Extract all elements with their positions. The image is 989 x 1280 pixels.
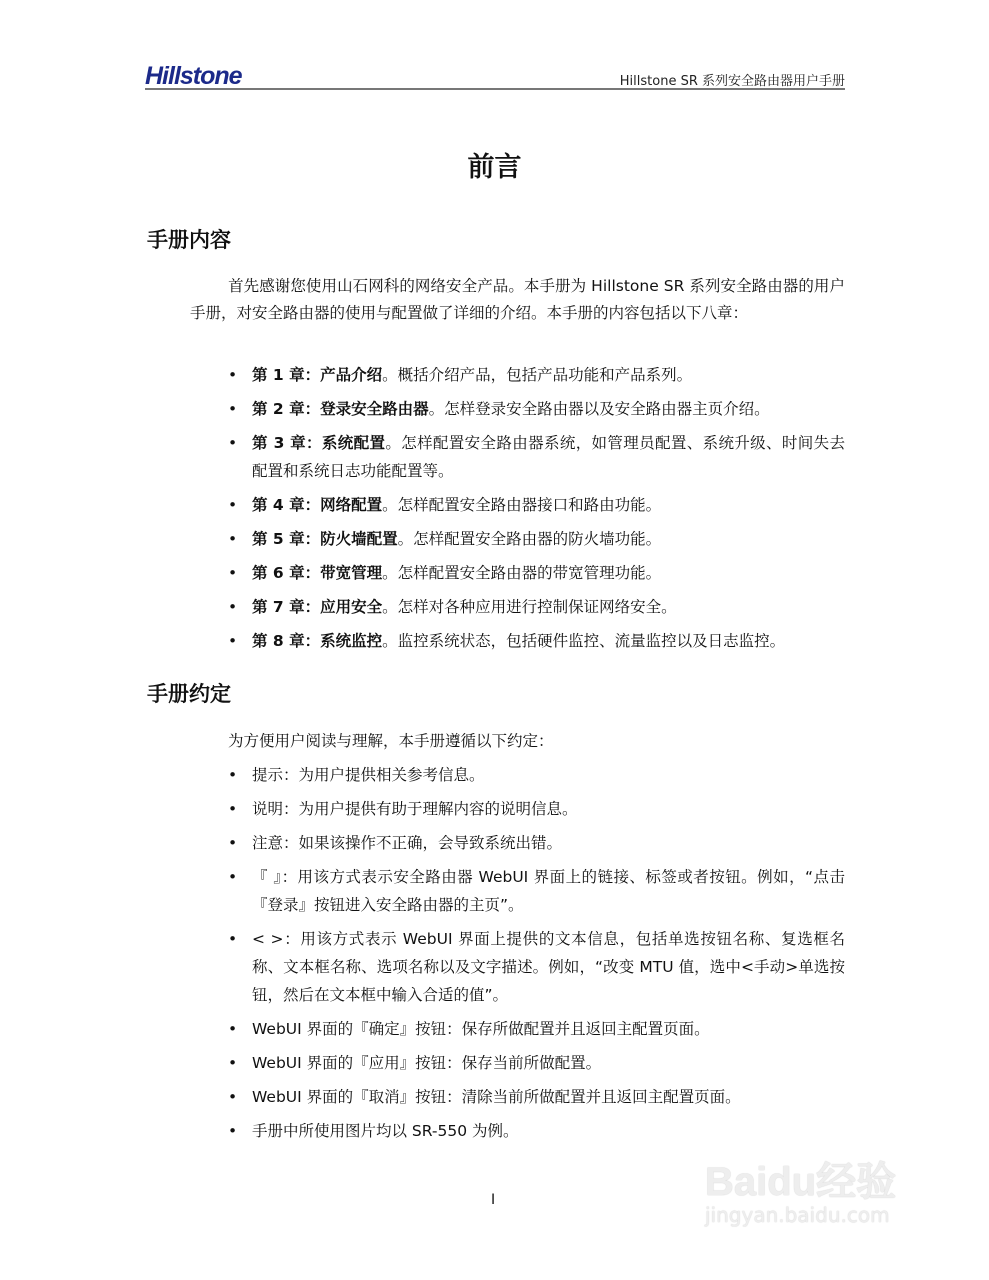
header-title: Hillstone SR 系列安全路由器用户手册 <box>619 74 845 89</box>
convention-item: • WebUI 界面的『取消』按钮：清除当前所做配置并且返回主配置页面。 <box>228 1083 845 1111</box>
chapter-name: 第 1 章：产品介绍 <box>252 366 383 384</box>
page-title: 前言 <box>467 152 522 183</box>
contents-intro <box>190 273 845 327</box>
convention-item: • WebUI 界面的『应用』按钮：保存当前所做配置。 <box>228 1049 845 1077</box>
baidu-watermark: Baidu经验 jingyan.baidu.com <box>705 1160 897 1227</box>
chapter-description: 。怎样对各种应用进行控制保证网络安全。 <box>382 598 677 616</box>
chapter-description: 。概括介绍产品，包括产品功能和产品系列。 <box>382 366 693 384</box>
chapter-description: 。怎样登录安全路由器以及安全路由器主页介绍。 <box>428 400 770 418</box>
chapter-name: 第 8 章：系统监控 <box>252 632 383 650</box>
chapter-name: 第 2 章：登录安全路由器 <box>252 400 429 418</box>
chapter-description: 。怎样配置安全路由器的防火墙功能。 <box>397 530 662 548</box>
chapter-name: 第 7 章：应用安全 <box>252 598 383 616</box>
chapter-item <box>228 559 845 587</box>
chapter-description: 。监控系统状态，包括硬件监控、流量监控以及日志监控。 <box>382 632 786 650</box>
convention-item: • < >：用该方式表示 WebUI 界面上提供的文本信息，包括单选按钮名称、复选框名称、文本框名称、选项名称以及文字描述。例如，“改变 MTU 值，选中<手动>单选按钮，然后在文本框中输入合适的值”。 <box>228 925 845 1009</box>
chapter-item <box>228 627 845 655</box>
conventions-intro: 为方便用户阅读与理解，本手册遵循以下约定： <box>228 732 554 750</box>
chapter-description: 。怎样配置安全路由器接口和路由功能。 <box>382 496 662 514</box>
page-header <box>145 60 845 90</box>
chapter-item <box>228 361 845 389</box>
chapter-item <box>228 429 845 485</box>
chapter-description: 。怎样配置安全路由器系统，如管理员配置、系统升级、时间失去配置和系统日志功能配置等。 <box>252 434 845 480</box>
convention-item: • 手册中所使用图片均以 SR-550 为例。 <box>228 1117 845 1145</box>
chapter-item <box>228 593 845 621</box>
convention-item: • 说明：为用户提供有助于理解内容的说明信息。 <box>228 795 845 823</box>
convention-item: • 注意：如果该操作不正确，会导致系统出错。 <box>228 829 845 857</box>
convention-item: • WebUI 界面的『确定』按钮：保存所做配置并且返回主配置页面。 <box>228 1015 845 1043</box>
chapter-name: 第 4 章：网络配置 <box>252 496 383 514</box>
page-number: I <box>491 1192 496 1208</box>
section-heading-conventions: 手册约定 <box>147 682 231 706</box>
chapter-description: 。怎样配置安全路由器的带宽管理功能。 <box>382 564 662 582</box>
convention-item: • 提示：为用户提供相关参考信息。 <box>228 761 845 789</box>
chapter-list <box>228 361 845 661</box>
chapter-item <box>228 395 845 423</box>
convention-item: • 『 』：用该方式表示安全路由器 WebUI 界面上的链接、标签或者按钮。例如，“点击『登录』按钮进入安全路由器的主页”。 <box>228 863 845 919</box>
conventions-list <box>228 761 845 1151</box>
chapter-item <box>228 491 845 519</box>
chapter-name: 第 6 章：带宽管理 <box>252 564 383 582</box>
contents-intro-text: 首先感谢您使用山石网科的网络安全产品。本手册为 Hillstone SR 系列安全路由器的用户手册，对安全路由器的使用与配置做了详细的介绍。本手册的内容包括以下八章： <box>190 277 845 322</box>
chapter-name: 第 3 章：系统配置 <box>252 434 386 452</box>
section-heading-contents: 手册内容 <box>147 228 231 252</box>
hillstone-logo: Hillstone <box>145 62 242 90</box>
chapter-name: 第 5 章：防火墙配置 <box>252 530 398 548</box>
chapter-item <box>228 525 845 553</box>
